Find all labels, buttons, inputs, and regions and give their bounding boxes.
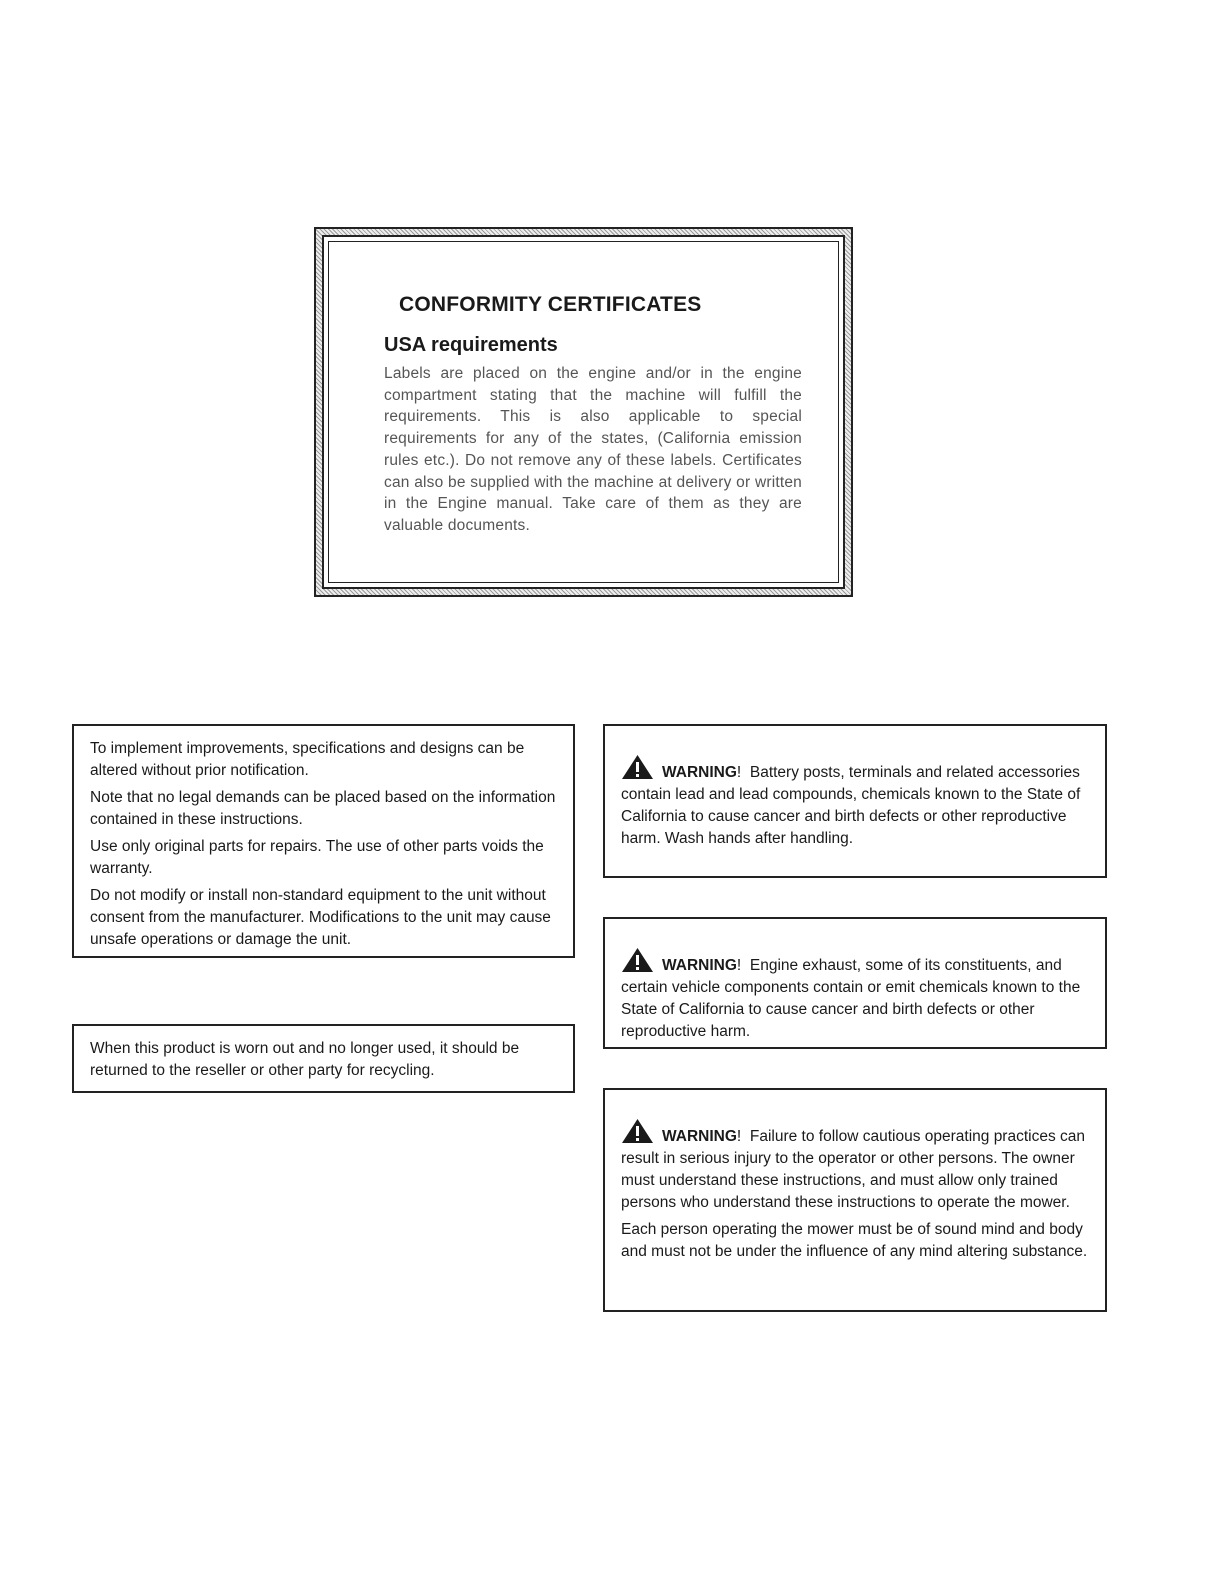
- recycling-text: When this product is worn out and no longer used, it should be returned to the reseller or other party for recycling.: [90, 1040, 520, 1079]
- certificate-title: CONFORMITY CERTIFICATES: [399, 293, 702, 316]
- warning-body: Engine exhaust, some of its constituents, and certain vehicle components contain or emit chemicals known to the State of California to cause cancer and birth defects or other reproductive harm.: [621, 957, 1081, 1040]
- warning-punct: !: [736, 764, 742, 781]
- warning-punct: !: [736, 957, 742, 974]
- warning-punct: !: [736, 1128, 742, 1145]
- warning-label: WARNING: [662, 957, 737, 974]
- notes-box: [72, 724, 575, 958]
- warning-body: Battery posts, terminals and related accessories contain lead and lead compounds, chemicals known to the State of California to cause cancer and birth defects or other reproductive harm. Wash hands after handling.: [621, 764, 1081, 847]
- certificate-panel: [328, 241, 839, 583]
- warning-extra-text: Each person operating the mower must be of sound mind and body and must not be under the influence of any mind altering substance.: [621, 1221, 1088, 1260]
- warning-label: WARNING: [662, 1128, 737, 1145]
- warning-text: [621, 947, 1091, 1043]
- notes-paragraph: Do not modify or install non-standard equipment to the unit without consent from the manufacturer. Modifications to the unit may cause unsafe operations or damage the unit.: [90, 887, 551, 948]
- notes-paragraph: To implement improvements, specifications and designs can be altered without prior notification.: [90, 740, 525, 779]
- certificate-frame: [314, 227, 853, 597]
- certificate-frame-border: [322, 235, 845, 589]
- warning-box-operating: [603, 1088, 1107, 1312]
- recycling-box: [72, 1024, 575, 1093]
- warning-body: Failure to follow cautious operating practices can result in serious injury to the operator or other persons. The owner must understand these instructions, and must allow only trained persons who understand these instructions to operate the mower.: [621, 1128, 1086, 1211]
- warning-triangle-icon: [621, 754, 654, 780]
- notes-paragraph: Use only original parts for repairs. The use of other parts voids the warranty.: [90, 838, 544, 877]
- warning-box-exhaust: [603, 917, 1107, 1049]
- warning-text: [621, 754, 1091, 850]
- notes-paragraph: Note that no legal demands can be placed based on the information contained in these instructions.: [90, 789, 556, 828]
- warning-triangle-icon: [621, 1118, 654, 1144]
- warning-triangle-icon: [621, 947, 654, 973]
- certificate-body: Labels are placed on the engine and/or in the engine compartment stating that the machine will fulfill the requirements. This is also applicable to special requirements for any of the states, (California emission rules etc.). Do not remove any of these labels. Certificates can also be supplied with the machine at delivery or written in the Engine manual. Take care of them as they are valuable documents.: [384, 365, 802, 534]
- warning-box-battery: [603, 724, 1107, 878]
- warning-label: WARNING: [662, 764, 737, 781]
- certificate-subtitle: USA requirements: [384, 334, 558, 356]
- warning-text: [621, 1118, 1091, 1214]
